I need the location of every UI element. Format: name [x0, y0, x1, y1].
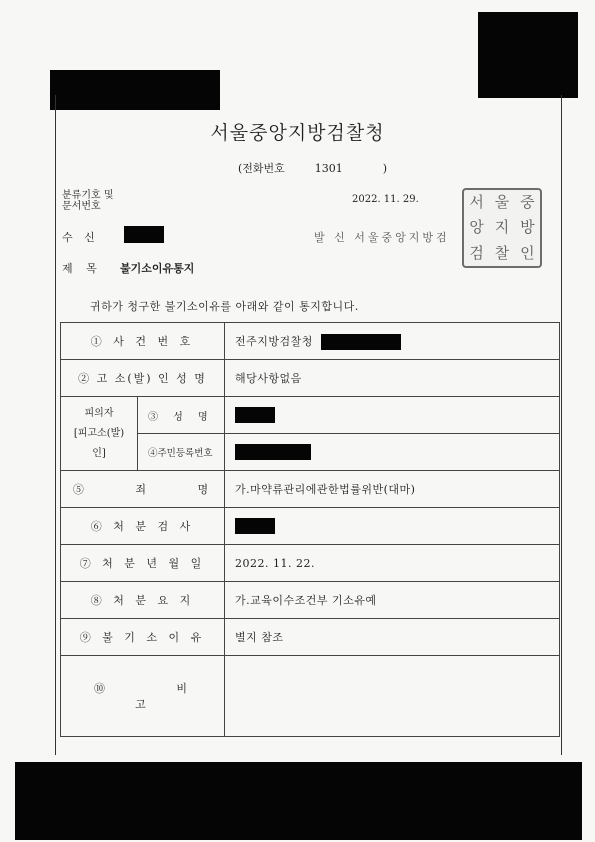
disposition-date-label: ⑦ 처 분 년 월 일	[61, 545, 225, 582]
name-label: ③ 성 명	[138, 397, 225, 434]
redaction-prosecutor	[235, 518, 275, 534]
document-date: 2022. 11. 29.	[352, 194, 419, 205]
phone-line	[238, 160, 387, 176]
phone-label: (전화번호	[238, 162, 285, 175]
subject-label: 제 목	[62, 262, 102, 275]
non-prosecution-reason-value: 별지 참조	[225, 619, 560, 656]
redaction-top-right	[478, 12, 578, 98]
notice-text: 귀하가 청구한 불기소이유를 아래와 같이 통지합니다.	[90, 300, 359, 313]
subject-value: 불기소이유통지	[120, 262, 195, 275]
table-row	[61, 360, 560, 397]
official-seal: 서 울 중 앙 지 방 검 찰 인	[462, 188, 542, 268]
disposition-table	[60, 322, 560, 737]
suspect-group-label: 피의자 [피고소(발)인]	[61, 397, 138, 471]
complainant-value: 해당사항없음	[225, 360, 560, 397]
case-number-value: 전주지방검찰청	[225, 323, 560, 360]
table-row	[61, 582, 560, 619]
doc-number-label: 분류기호 및 문서번호	[62, 190, 114, 212]
phone-number: 1301	[314, 162, 343, 175]
table-row	[61, 619, 560, 656]
table-row	[61, 471, 560, 508]
redaction-name	[235, 407, 275, 423]
id-number-label: ④주민등록번호	[138, 434, 225, 471]
case-number-label: ① 사 건 번 호	[61, 323, 225, 360]
disposition-date-value: 2022. 11. 22.	[225, 545, 560, 582]
complainant-label: ② 고 소(발) 인 성 명	[61, 360, 225, 397]
table-row	[61, 545, 560, 582]
remarks-label: ⑩ 비 고	[61, 656, 225, 737]
table-row	[61, 397, 560, 434]
redaction-footer	[15, 762, 582, 840]
disposition-gist-value: 가.교육이수조건부 기소유예	[225, 582, 560, 619]
redaction-case-number	[321, 334, 401, 350]
prosecutor-label: ⑥ 처 분 검 사	[61, 508, 225, 545]
table-row	[61, 508, 560, 545]
redaction-recipient	[124, 226, 164, 243]
recipient-label: 수 신	[62, 231, 99, 244]
name-value	[225, 397, 560, 434]
remarks-value	[225, 656, 560, 737]
charge-value: 가.마약류관리에관한법률위반(대마)	[225, 471, 560, 508]
non-prosecution-reason-label: ⑨ 불 기 소 이 유	[61, 619, 225, 656]
table-row	[61, 323, 560, 360]
phone-close: )	[382, 162, 388, 175]
table-row	[61, 656, 560, 737]
prosecutor-value	[225, 508, 560, 545]
redaction-id-number	[235, 444, 311, 460]
charge-label: ⑤ 죄 명	[61, 471, 225, 508]
sender-line: 발 신 서울중앙지방검	[314, 231, 450, 244]
id-number-value	[225, 434, 560, 471]
disposition-gist-label: ⑧ 처 분 요 지	[61, 582, 225, 619]
page-title: 서울중앙지방검찰청	[210, 122, 385, 144]
